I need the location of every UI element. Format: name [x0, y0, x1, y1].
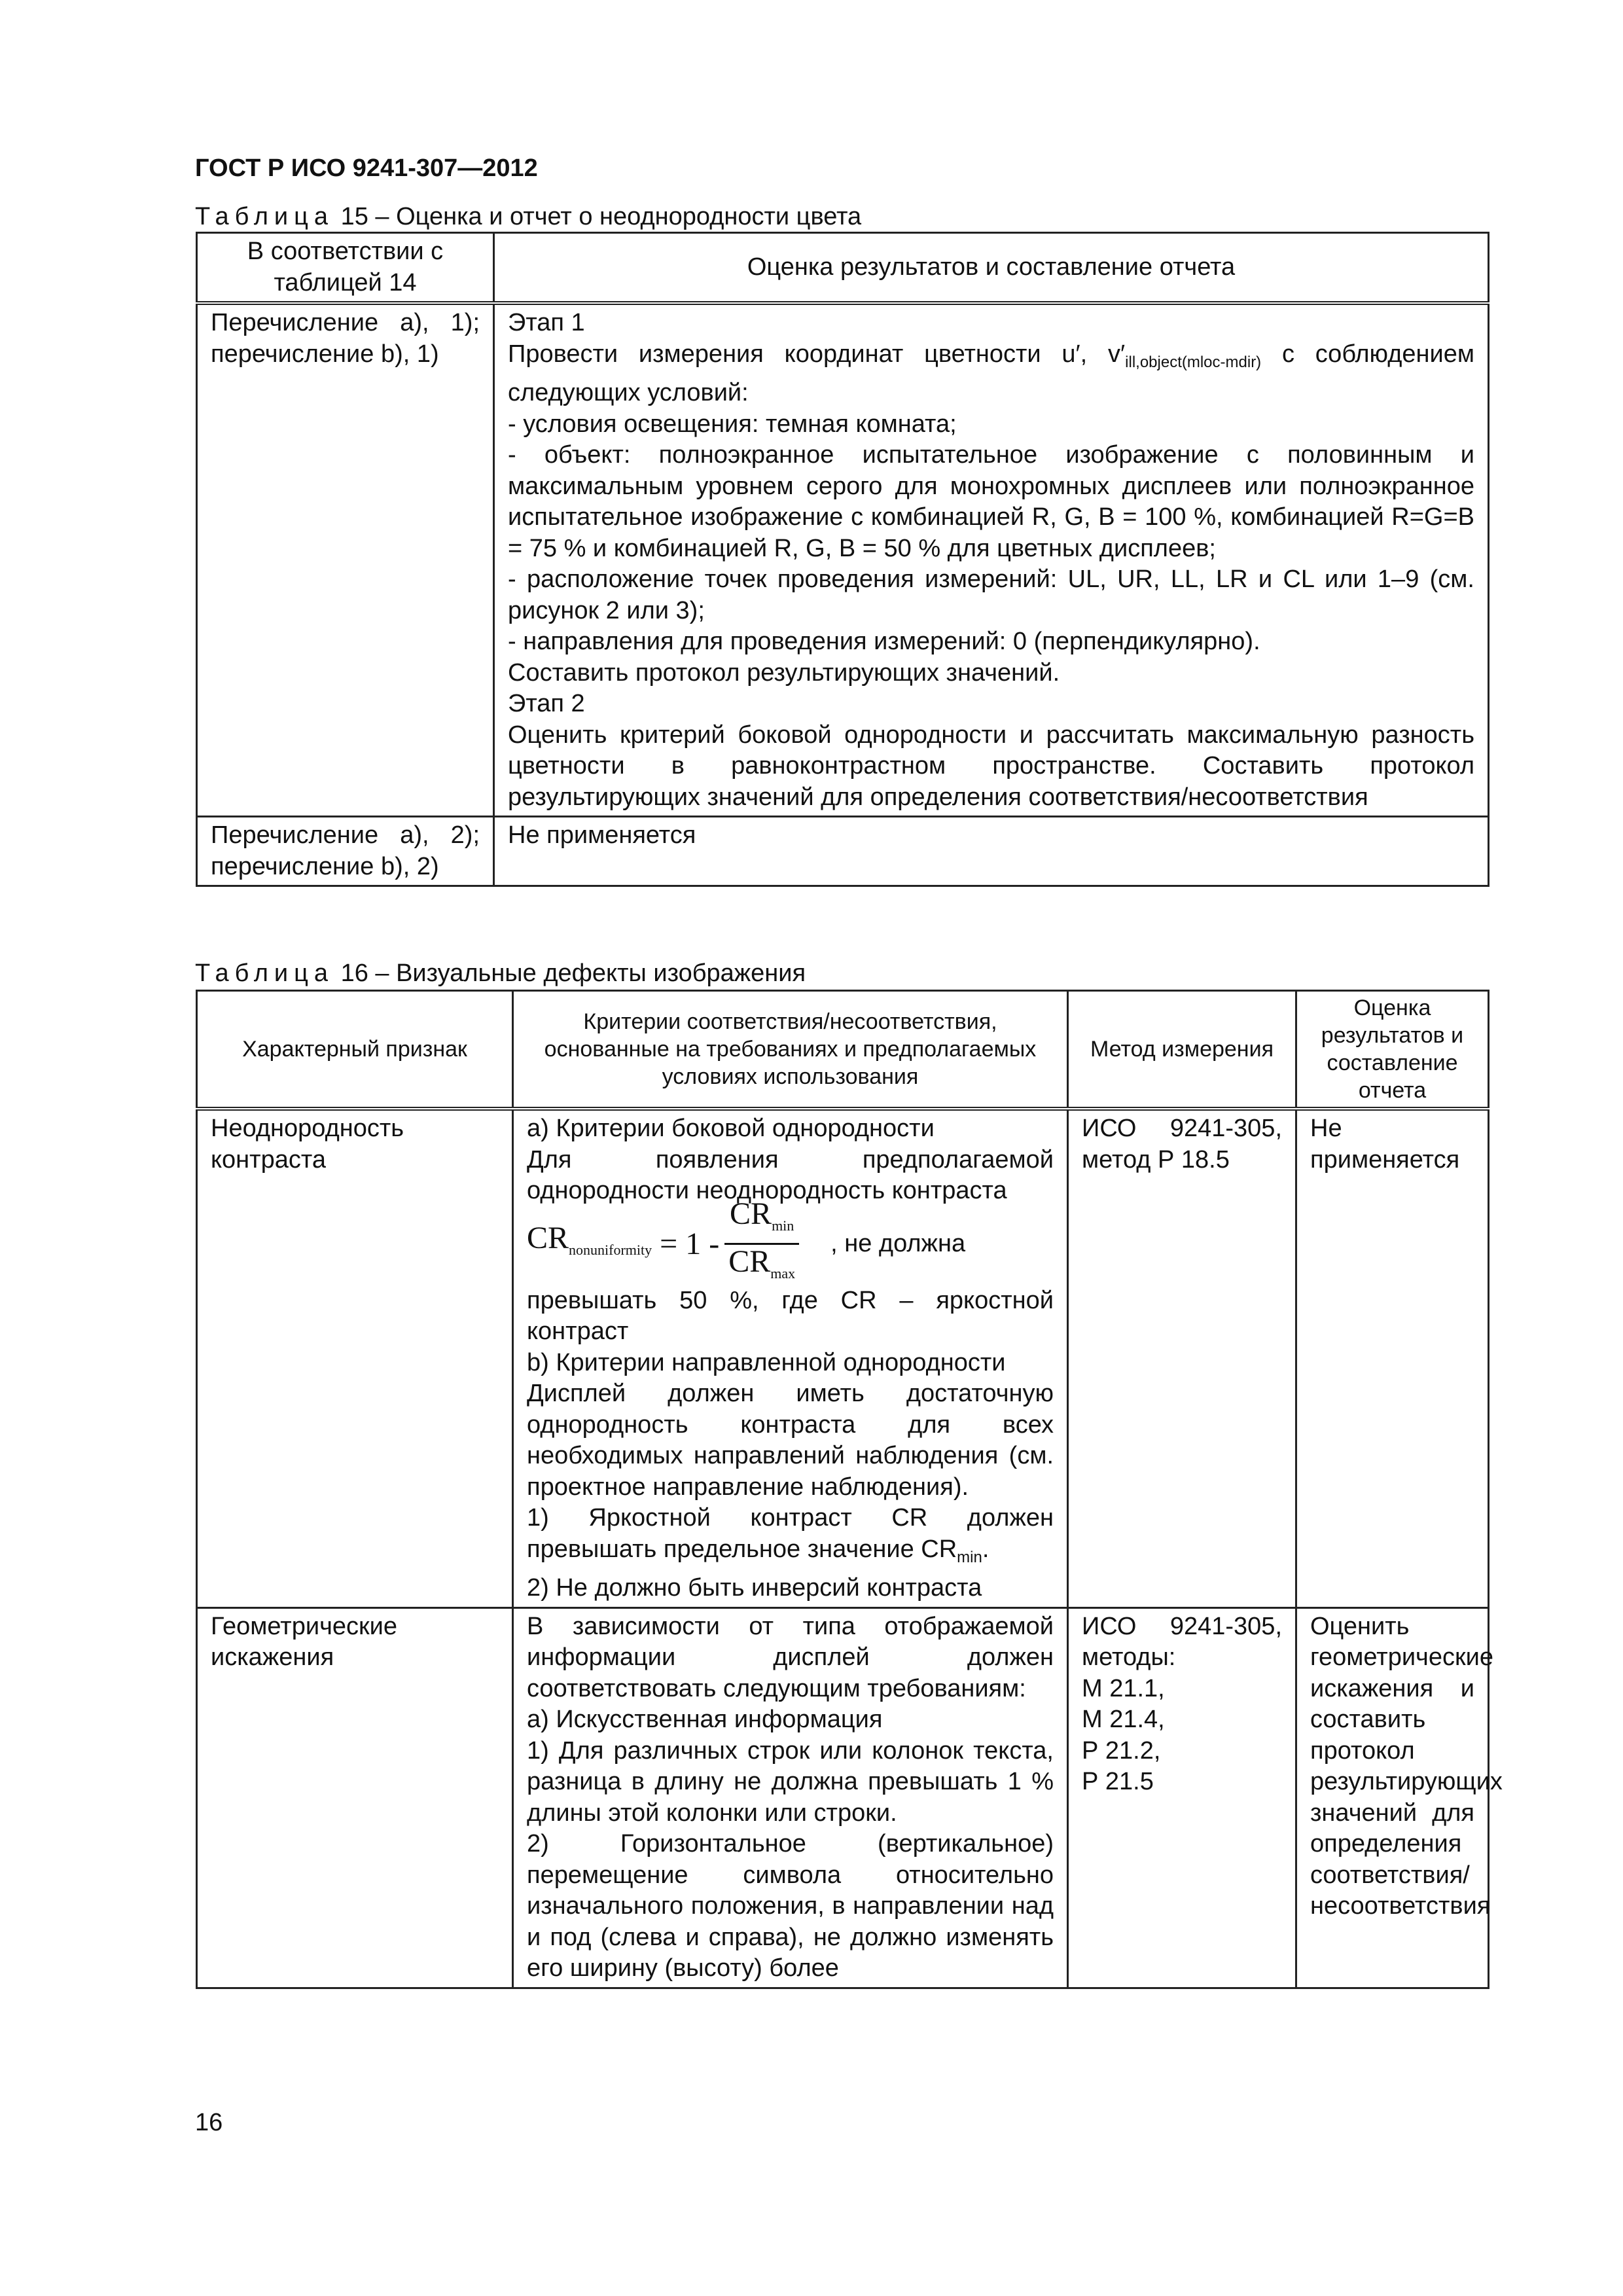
method-item: Р 21.5	[1082, 1768, 1154, 1795]
protocol-instruction: Составить протокол результирующих значений.	[508, 658, 1060, 687]
criteria-a-heading: а) Искусственная информация	[527, 1706, 883, 1733]
table16-caption	[195, 958, 806, 988]
stage2-text: Оценить критерий боковой однородности и рассчитать максимальную разность цветности в равноконтрастном пространстве. Составить протокол результирующих значений для определения соответствия/несоответствия	[508, 721, 1474, 811]
table15-header-row	[197, 233, 1489, 304]
table16-row2-method	[1068, 1607, 1296, 1988]
table-row	[197, 1109, 1489, 1607]
table-15	[196, 232, 1489, 887]
formula-tail: , не должна	[830, 1229, 966, 1257]
stage2-label: Этап 2	[508, 690, 585, 717]
criteria-1: 1) Яркостной контраст CR должен превышать предельное значение $CR_{min}$.	[527, 1504, 1054, 1566]
formula-denominator: $CR_{max}$	[728, 1244, 796, 1282]
method-item: Р 21.2,	[1082, 1736, 1161, 1765]
stage1-label: Этап 1	[508, 309, 585, 336]
table16-header-criteria: Критерии соответствия/несоответствия, основанные на требованиях и предполагаемых условиях использования	[513, 991, 1068, 1109]
condition-object: - объект: полноэкранное испытательное изображение с половинным и максимальным уровнем серого для монохромных дисплеев или полноэкранное испытательное изображение с комбинацией R, G, B = 100 %, комбинацией R=G=B = 75 % и комбинацией R, G, B = 50 % для цветных дисплеев;	[508, 441, 1474, 562]
table-row	[197, 817, 1489, 886]
table15-header-ref: В соответствии с таблицей 14	[197, 233, 494, 304]
table16-row2-feature: Геометрические искажения	[197, 1607, 513, 1988]
table15-caption-title: 15 – Оценка и отчет о неоднородности цвета	[340, 203, 862, 230]
criteria-2: 2) Не должно быть инверсий контраста	[527, 1574, 982, 1602]
table16-header-feature: Характерный признак	[197, 991, 513, 1109]
formula-equals: = 1 -	[660, 1226, 720, 1261]
table15-header-eval: Оценка результатов и составление отчета	[494, 233, 1489, 304]
formula-fraction	[723, 1197, 800, 1291]
criteria-1: 1) Для различных строк или колонок текста, разница в длину не должна превышать 1 % длины этой колонки или строки.	[527, 1736, 1054, 1827]
table16-header-method: Метод измерения	[1068, 991, 1296, 1109]
criteria-2: 2) Горизонтальное (вертикальное) перемещение символа относительно изначального положения, в направлении над и под (слева и справа), не должно изменять его ширину (высоту) более	[527, 1830, 1054, 1982]
table16-header-row	[197, 991, 1489, 1109]
table15-row2-ref: Перечисление а), 2); перечисление b), 2)	[197, 817, 494, 886]
table16-caption-word: Таблица	[195, 960, 334, 987]
table-row	[197, 1607, 1489, 1988]
criteria-a-intro: Для появления предполагаемой однородности неоднородность контраста	[527, 1145, 1054, 1204]
page-number: 16	[195, 2109, 223, 2136]
table15-row1-eval	[494, 303, 1489, 817]
table16-row2-report: Оценить геометрические искажения и составить протокол результирующих значений для определения соответствия/несоответствия	[1296, 1607, 1489, 1988]
table16-caption-title: 16 – Визуальные дефекты изображения	[340, 960, 806, 987]
criteria-a-heading: а) Критерии боковой однородности	[527, 1115, 935, 1142]
table15-caption-word: Таблица	[195, 203, 334, 230]
cr-nonuniformity-formula	[527, 1196, 1054, 1282]
document-code-header: ГОСТ Р ИСО 9241-307—2012	[195, 154, 538, 182]
table16-row1-report: Не применяется	[1296, 1109, 1489, 1607]
condition-lighting: - условия освещения: темная комната;	[508, 410, 957, 438]
table15-row1-ref: Перечисление а), 1); перечисление b), 1)	[197, 303, 494, 817]
formula-numerator: $CR_{min}$	[724, 1197, 799, 1245]
criteria-b-text: Дисплей должен иметь достаточную однородность контраста для всех необходимых направлений наблюдения (см. проектное направление наблюдения).	[527, 1380, 1054, 1501]
criteria-intro: В зависимости от типа отображаемой информации дисплей должен соответствовать следующим требованиям:	[527, 1612, 1054, 1702]
table-row	[197, 303, 1489, 817]
formula-lhs: $CR_{nonuniformity}$	[527, 1220, 652, 1258]
table16-row1-criteria	[513, 1109, 1068, 1607]
criteria-a-after: превышать 50 %, где CR – яркостной контраст	[527, 1286, 1054, 1345]
condition-points: - расположение точек проведения измерений: UL, UR, LL, LR и CL или 1–9 (см. рисунок 2 или 3);	[508, 565, 1474, 624]
table16-row2-criteria	[513, 1607, 1068, 1988]
table-16	[196, 990, 1503, 1989]
method-item: М 21.1,	[1082, 1674, 1165, 1702]
table16-row1-method: ИСО 9241-305, метод Р 18.5	[1068, 1109, 1296, 1607]
method-intro: ИСО 9241-305, методы:	[1082, 1612, 1282, 1671]
method-item: М 21.4,	[1082, 1706, 1165, 1733]
table15-caption	[195, 202, 861, 232]
condition-directions: - направления для проведения измерений: 0 (перпендикулярно).	[508, 628, 1260, 655]
measure-instruction: Провести измерения координат цветности u′, $v'_{ill,object(mloc-mdir)}$ с соблюдением следующих условий:	[508, 340, 1474, 406]
table16-row1-feature: Неоднородность контраста	[197, 1109, 513, 1607]
table15-row2-eval: Не применяется	[494, 817, 1489, 886]
criteria-b-heading: b) Критерии направленной однородности	[527, 1348, 1006, 1376]
table16-header-report: Оценка результатов и составление отчета	[1296, 991, 1489, 1109]
